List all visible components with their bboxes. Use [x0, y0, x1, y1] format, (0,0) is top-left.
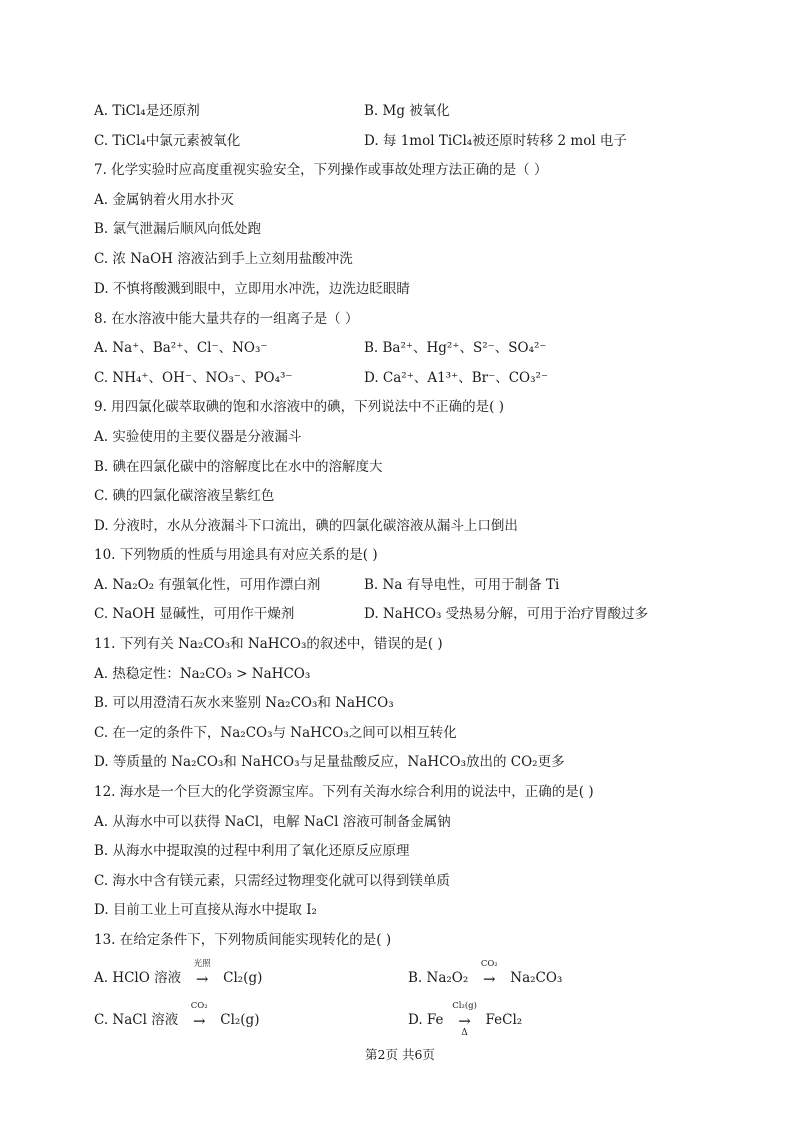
right-arrow-icon: → — [458, 1011, 471, 1030]
q6-options-row-1 — [94, 101, 734, 121]
q13-option-c-reactant: C. NaCl 溶液 — [94, 1012, 179, 1028]
q11-option-d: D. 等质量的 Na₂CO₃和 NaHCO₃与足量盐酸反应，NaHCO₃放出的 CO₂更多 — [94, 754, 565, 770]
q8-options-row-2 — [94, 368, 734, 388]
q11-option-a: A. 热稳定性：Na₂CO₃ > NaHCO₃ — [94, 666, 311, 682]
q7-option-a: A. 金属钠着火用水扑灭 — [94, 192, 234, 208]
q13-stem: 13. 在给定条件下，下列物质间能实现转化的是( ) — [94, 932, 392, 948]
q9-option-d: D. 分液时，水从分液漏斗下口流出，碘的四氯化碳溶液从漏斗上口倒出 — [94, 518, 518, 534]
q7-stem: 7. 化学实验时应高度重视实验安全，下列操作或事故处理方法正确的是（ ） — [94, 162, 548, 178]
q13-option-d-reaction-arrow — [452, 1000, 478, 1038]
q12-option-d: D. 目前工业上可直接从海水中提取 I₂ — [94, 902, 317, 918]
q13-option-d-product: FeCl₂ — [485, 1012, 523, 1028]
q6-option-c: C. TiCl₄中氯元素被氧化 — [94, 133, 241, 149]
q10-options-row-2 — [94, 604, 734, 624]
q9-stem: 9. 用四氯化碳萃取碘的饱和水溶液中的碘，下列说法中不正确的是( ) — [94, 399, 504, 415]
right-arrow-icon: → — [482, 969, 496, 988]
q10-option-a: A. Na₂O₂ 有强氧化性，可用作漂白剂 — [94, 577, 321, 593]
q13-option-c-product: Cl₂(g) — [220, 1012, 260, 1028]
q13-option-b-product: Na₂CO₃ — [510, 970, 563, 986]
q12-option-c: C. 海水中含有镁元素，只需经过物理变化就可以得到镁单质 — [94, 873, 450, 889]
q7-option-d: D. 不慎将酸溅到眼中，立即用水冲洗，边洗边眨眼睛 — [94, 281, 410, 297]
right-arrow-icon: → — [192, 1011, 206, 1030]
q13-option-b-reactant: B. Na₂O₂ — [408, 970, 469, 986]
q12-option-b: B. 从海水中提取溴的过程中利用了氧化还原反应原理 — [94, 843, 410, 859]
q13-option-a-condition: 光照 — [193, 958, 211, 969]
q13-option-d-reactant: D. Fe — [408, 1012, 444, 1028]
q13-option-d-heat-symbol: Δ — [461, 1027, 468, 1038]
q13-option-a-product: Cl₂(g) — [223, 970, 263, 986]
q10-option-b: B. Na 有导电性，可用于制备 Ti — [364, 577, 560, 593]
q13-option-b — [408, 958, 563, 989]
q7-option-c: C. 浓 NaOH 溶液沾到手上立刻用盐酸冲洗 — [94, 251, 353, 267]
q9-option-c: C. 碘的四氯化碳溶液呈紫红色 — [94, 488, 275, 504]
q10-stem: 10. 下列物质的性质与用途具有对应关系的是( ) — [94, 547, 378, 563]
q13-option-c-condition: CO₂ — [190, 1000, 208, 1011]
q13-option-a — [94, 958, 263, 989]
q7-option-b: B. 氯气泄漏后顺风向低处跑 — [94, 221, 262, 237]
q13-options-row-2 — [94, 1000, 734, 1038]
page-number-footer: 第2页 共6页 — [365, 1047, 435, 1062]
q8-options-row-1 — [94, 338, 734, 358]
q13-option-d-condition: Cl₂(g) — [452, 1000, 477, 1011]
q8-option-c: C. NH₄⁺、OH⁻、NO₃⁻、PO₄³⁻ — [94, 370, 293, 386]
q13-option-b-reaction-arrow — [476, 958, 502, 989]
right-arrow-icon: → — [195, 969, 209, 988]
q10-option-c: C. NaOH 显碱性，可用作干燥剂 — [94, 606, 295, 622]
q10-options-row-1 — [94, 575, 734, 595]
q8-option-a: A. Na⁺、Ba²⁺、Cl⁻、NO₃⁻ — [94, 340, 268, 356]
q11-stem: 11. 下列有关 Na₂CO₃和 NaHCO₃的叙述中，错误的是( ) — [94, 636, 443, 652]
q8-stem: 8. 在水溶液中能大量共存的一组离子是（ ） — [94, 311, 359, 327]
q13-option-b-condition: CO₂ — [480, 958, 498, 969]
q6-option-b: B. Mg 被氧化 — [364, 103, 450, 119]
q13-options-row-1 — [94, 958, 734, 988]
q12-stem: 12. 海水是一个巨大的化学资源宝库。下列有关海水综合利用的说法中，正确的是( ) — [94, 784, 594, 800]
q13-option-c-reaction-arrow — [186, 1000, 212, 1031]
q11-option-c: C. 在一定的条件下，Na₂CO₃与 NaHCO₃之间可以相互转化 — [94, 725, 457, 741]
q11-option-b: B. 可以用澄清石灰水来鉴别 Na₂CO₃和 NaHCO₃ — [94, 695, 394, 711]
q12-option-a: A. 从海水中可以获得 NaCl，电解 NaCl 溶液可制备金属钠 — [94, 814, 451, 830]
q13-option-a-reaction-arrow — [189, 958, 215, 989]
q13-option-a-reactant: A. HClO 溶液 — [94, 970, 182, 986]
q8-option-d: D. Ca²⁺、A1³⁺、Br⁻、CO₃²⁻ — [364, 370, 549, 386]
q13-option-d — [408, 1000, 523, 1038]
q8-option-b: B. Ba²⁺、Hg²⁺、S²⁻、SO₄²⁻ — [364, 340, 547, 356]
q13-option-c — [94, 1000, 260, 1031]
q10-option-d: D. NaHCO₃ 受热易分解，可用于治疗胃酸过多 — [364, 606, 649, 622]
q9-option-b: B. 碘在四氯化碳中的溶解度比在水中的溶解度大 — [94, 459, 383, 475]
q6-option-a: A. TiCl₄是还原剂 — [94, 103, 200, 119]
q6-option-d: D. 每 1mol TiCl₄被还原时转移 2 mol 电子 — [364, 133, 627, 149]
q9-option-a: A. 实验使用的主要仪器是分液漏斗 — [94, 429, 302, 445]
q6-options-row-2 — [94, 131, 734, 151]
